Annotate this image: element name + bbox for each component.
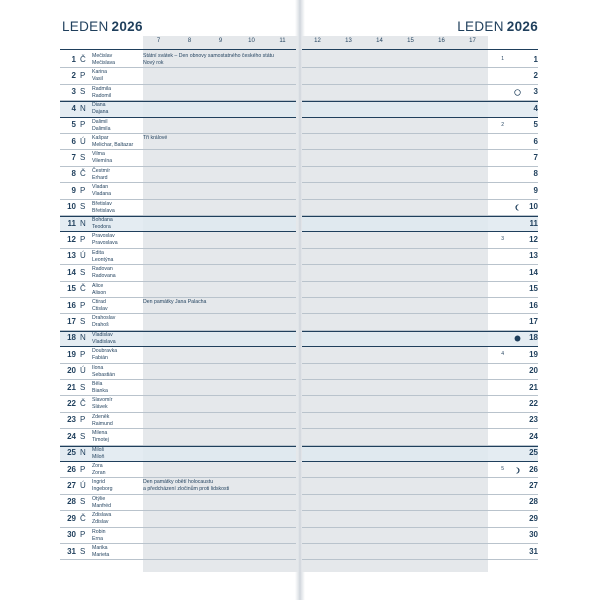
day-number-right: 2 [533,70,538,80]
day-of-week: N [80,218,86,228]
day-number-right: 30 [529,530,538,540]
day-row [302,495,538,511]
holiday-note [143,299,206,306]
day-of-week: P [80,70,86,80]
name-day-entry: Radomil [92,92,112,99]
day-of-week: P [80,234,86,244]
day-number-right: 6 [533,136,538,146]
day-of-week: N [80,333,86,343]
day-number: 15 [67,284,76,294]
row-top-rule [302,216,538,217]
year-label: 2026 [506,19,538,34]
day-row [302,528,538,544]
row-top-rule [302,331,538,332]
name-day-entry: Vladislav [92,331,113,338]
name-day-entry: Melichar, Baltazar [92,142,134,148]
name-day [92,102,142,116]
holiday-note [143,53,274,67]
day-of-week: Ú [80,366,86,376]
day-row [302,101,538,117]
week-number: 3 [501,236,504,243]
month-label: LEDEN [457,19,504,34]
day-of-week: Č [80,169,86,179]
day-number-right: 18 [529,333,538,343]
name-day-entry: Karina [92,69,107,76]
full-moon-icon [514,89,521,96]
name-day-entry: Mečislava [92,60,116,66]
name-day [92,168,142,182]
name-day [92,53,142,67]
name-day [92,201,142,215]
hour-column-header: 12 [314,38,321,44]
hour-column-header: 17 [469,38,476,44]
holiday-note [143,479,229,493]
day-of-week: Č [80,398,86,408]
name-day-entry: Vilemína [92,158,113,165]
name-day-entry: Edita [92,249,104,256]
day-number: 28 [67,497,76,507]
day-of-week: S [80,382,86,392]
day-number: 7 [71,152,76,162]
day-number: 24 [67,431,76,441]
holiday-note-line: Den památky obětí holocaustu [143,479,214,486]
name-day [92,545,142,559]
day-number-right: 12 [529,234,538,244]
hour-column-header: 13 [345,38,352,44]
name-day-entry: Erhard [92,174,108,181]
name-day-entry: Dalimil [92,118,108,125]
name-day-entry: Fabián [92,355,108,362]
day-number-right: 28 [529,497,538,507]
week-number: 2 [501,121,504,128]
name-day-entry: Erna [92,535,103,542]
day-number: 26 [67,464,76,474]
day-row [302,396,538,412]
day-number: 5 [71,120,76,130]
last-quarter-icon [514,204,521,211]
day-number: 13 [67,251,76,261]
day-number: 31 [67,546,76,556]
day-number: 22 [67,398,76,408]
name-day [92,414,142,428]
row-top-rule [302,446,538,447]
name-day-entry: Raimund [92,420,113,427]
week-number: 4 [501,351,504,358]
day-of-week: Č [80,284,86,294]
day-of-week: Č [80,54,86,64]
day-number-right: 26 [529,464,538,474]
name-day [92,447,142,461]
day-number-right: 11 [529,218,538,228]
hour-column-header: 7 [156,38,161,44]
day-of-week: S [80,202,86,212]
day-row [302,314,538,330]
day-row [302,380,538,396]
holiday-note-line: a předcházení zločinům proti lidskosti [143,486,230,493]
header-rule [302,49,538,50]
year-label: 2026 [111,19,143,34]
name-day-entry: Ctirad [92,299,106,305]
day-of-week: S [80,152,86,162]
name-day-entry: Alison [92,289,107,296]
day-number: 29 [67,513,76,523]
day-number: 1 [71,54,76,64]
day-row [302,446,538,462]
name-day [92,463,142,477]
name-day-entry: Vilma [92,151,105,158]
day-row [302,183,538,199]
day-row [302,364,538,380]
day-row [302,265,538,281]
day-row [302,544,538,560]
left-page-title [62,19,143,34]
row-rule [302,559,538,560]
day-number-right: 24 [529,431,538,441]
day-number-right: 10 [529,202,538,212]
name-day [92,250,142,264]
name-day-entry: Břetislav [92,200,112,207]
name-day-entry: Běla [92,381,103,387]
day-number-right: 15 [529,284,538,294]
week-number: 1 [501,56,504,62]
day-row [302,167,538,183]
day-number: 20 [67,366,76,376]
holiday-note-line: Tři králové [143,135,168,141]
day-of-week: P [80,530,86,540]
name-day-entry: Zdislava [92,512,112,519]
name-day-entry: Břetislava [92,207,115,214]
name-day [92,479,142,493]
day-number-right: 16 [529,300,538,310]
name-day [92,69,142,83]
name-day-entry: Ingeborg [92,486,113,493]
day-row [302,478,538,494]
name-day [92,86,142,100]
hour-column-header: 10 [248,38,255,44]
day-number: 17 [67,316,76,326]
name-day-entry: Slávek [92,404,108,411]
name-day [92,135,142,149]
month-label: LEDEN [62,19,109,34]
day-number: 10 [67,202,76,212]
name-day [92,430,142,444]
day-of-week: P [80,464,86,474]
day-number-right: 1 [533,54,538,64]
name-day-entry: Ingrid [92,479,105,486]
name-day-entry: Mečislav [92,53,113,59]
name-day [92,283,142,297]
day-of-week: S [80,316,86,326]
name-day-entry: Pravoslava [92,240,118,247]
name-day-entry: Ilona [92,364,104,371]
new-moon-icon [514,335,521,342]
day-row [302,150,538,166]
name-day [92,365,142,379]
hour-column-header: 16 [438,38,445,44]
name-day-entry: Bianka [92,388,108,394]
name-day-entry: Miloň [92,453,105,460]
header-rule [60,49,296,50]
day-number-right: 22 [529,398,538,408]
holiday-note-line: Den památky Jana Palacha [143,299,207,305]
name-day-entry: Radovana [92,273,116,280]
name-day-entry: Vladan [92,184,109,191]
day-row [302,68,538,84]
day-number-right: 14 [529,267,538,277]
day-of-week: S [80,267,86,277]
name-day-entry: Otýlie [92,495,106,502]
day-number-right: 21 [529,382,538,392]
name-day-entry: Miloš [92,446,105,453]
row-rule [60,559,296,560]
right-page-title [457,19,538,34]
day-of-week: P [80,120,86,130]
day-number-right: 23 [529,415,538,425]
day-row [302,331,538,347]
day-row [302,413,538,429]
day-of-week: Ú [80,251,86,261]
name-day-entry: Leontýna [92,256,114,263]
day-of-week: P [80,415,86,425]
hour-column-header: 14 [376,38,383,44]
day-of-week: P [80,300,86,310]
name-day-entry: Marieta [92,552,110,558]
name-day-entry: Radovan [92,266,113,273]
day-number: 12 [67,234,76,244]
name-day-entry: Teodora [92,224,111,230]
day-number: 25 [67,448,76,458]
name-day-entry: Vladana [92,191,112,198]
name-day-entry: Vladislava [92,338,116,345]
day-row [302,200,538,216]
day-of-week: P [80,185,86,195]
name-day [92,348,142,362]
day-number: 21 [67,382,76,392]
name-day-entry: Zdeněk [92,413,110,420]
day-number-right: 29 [529,513,538,523]
name-day-entry: Dalimila [92,125,111,132]
day-number-right: 7 [533,152,538,162]
day-number: 2 [71,70,76,80]
day-number: 11 [67,218,76,228]
day-number-right: 31 [529,546,538,556]
day-of-week: Ú [80,480,86,490]
day-number: 19 [67,349,76,359]
day-number: 27 [67,480,76,490]
day-of-week: Č [80,513,86,523]
day-number: 4 [71,103,76,113]
name-day-entry: Drahoslav [92,315,116,322]
name-day [92,529,142,543]
day-number: 9 [71,185,76,195]
name-day-entry: Doubravka [92,348,118,355]
name-day [92,315,142,329]
name-day-entry: Zoran [92,470,106,476]
day-number-right: 5 [533,120,538,130]
name-day-entry: Zora [92,463,103,469]
day-of-week: S [80,546,86,556]
name-day-entry: Radmila [92,85,112,92]
name-day [92,299,142,313]
day-number-right: 13 [529,251,538,261]
name-day [92,512,142,526]
name-day-entry: Čestmír [92,167,111,174]
first-quarter-icon [514,467,521,474]
hour-column-header: 15 [407,38,414,44]
day-number: 3 [71,87,76,97]
name-day-entry: Kašpar [92,135,109,141]
day-row [302,282,538,298]
name-day [92,381,142,395]
day-number: 30 [67,530,76,540]
day-of-week: P [80,349,86,359]
day-row [302,85,538,101]
day-number-right: 17 [529,316,538,326]
name-day-entry: Sebastián [92,371,116,378]
row-top-rule [302,101,538,102]
name-day-entry: Alice [92,282,104,289]
holiday-note-line: Státní svátek – Den obnovy samostatného českého státu [143,53,274,59]
day-row [302,429,538,445]
name-day-entry: Marika [92,545,108,551]
name-day-entry: Milena [92,430,108,437]
name-day-entry: Slavomír [92,397,113,404]
week-number: 5 [501,466,504,472]
day-row [302,249,538,265]
day-of-week: S [80,431,86,441]
name-day-entry: Ctislav [92,306,108,312]
day-row [302,511,538,527]
hour-column-header: 8 [187,38,192,44]
day-number-right: 3 [533,87,538,97]
day-number: 23 [67,415,76,425]
name-day [92,233,142,247]
day-number-right: 8 [533,169,538,179]
name-day-entry: Timotej [92,437,109,444]
day-row [302,298,538,314]
name-day [92,332,142,346]
name-day [92,397,142,411]
name-day-entry: Bohdana [92,217,113,223]
day-of-week: S [80,497,86,507]
name-day-entry: Dajana [92,109,109,116]
name-day [92,266,142,280]
day-number-right: 20 [529,366,538,376]
name-day-entry: Drahoš [92,322,109,329]
day-number: 18 [67,333,76,343]
day-row [302,216,538,232]
day-number-right: 9 [533,185,538,195]
holiday-note-line: Nový rok [143,60,164,66]
day-number: 8 [71,169,76,179]
hour-column-header: 9 [218,38,223,44]
name-day [92,119,142,133]
name-day [92,217,142,231]
name-day-entry: Diana [92,102,106,109]
day-number-right: 19 [529,349,538,359]
day-of-week: N [80,448,86,458]
day-of-week: S [80,87,86,97]
day-number-right: 25 [529,448,538,458]
name-day-entry: Robin [92,528,106,535]
day-of-week: N [80,103,86,113]
name-day-entry: Pravoslav [92,233,115,240]
day-number: 6 [71,136,76,146]
day-number-right: 27 [529,480,538,490]
day-of-week: Ú [80,136,86,146]
name-day [92,184,142,198]
name-day-entry: Zdislav [92,519,109,526]
day-number-right: 4 [533,103,538,113]
day-number: 14 [67,267,76,277]
day-row [302,134,538,150]
name-day [92,151,142,165]
hour-column-header: 11 [279,38,286,44]
name-day-entry: Vasil [92,76,103,83]
holiday-note [143,135,167,142]
day-number: 16 [67,300,76,310]
name-day [92,496,142,510]
name-day-entry: Manfréd [92,502,112,509]
